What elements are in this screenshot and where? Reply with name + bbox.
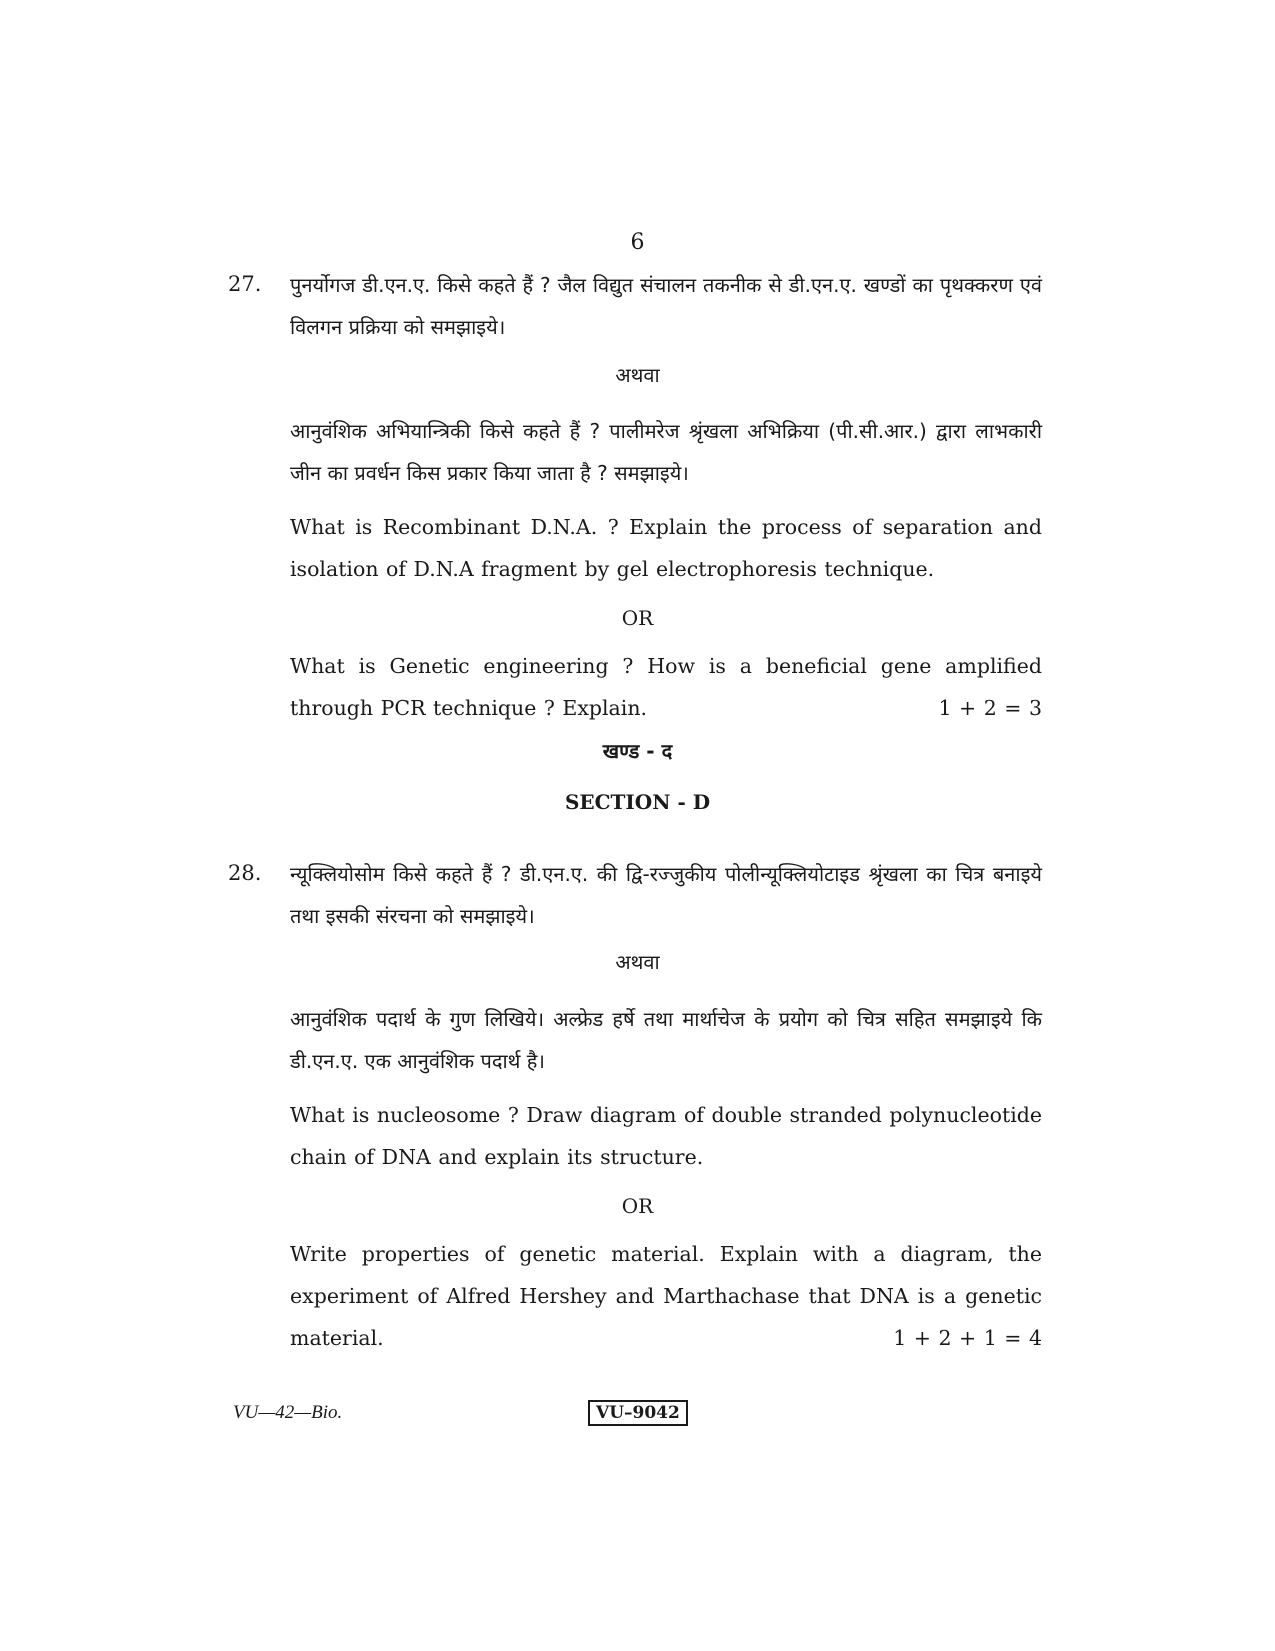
q27-english-alt-line1: What is Genetic engineering ? How is a beneficial gene amplified [290, 654, 1042, 678]
q28-marks: 1 + 2 + 1 = 4 [893, 1326, 1042, 1350]
q28-hindi-question: न्यूक्लियोसोम किसे कहते हैं ? डी.एन.ए. की द्वि-रज्जुकीय पोलीन्यूक्लियोटाइड श्रृंखला का चित्र बनाइये तथा इसकी संरचना को समझाइये। [290, 862, 1042, 928]
q27-hindi-or: अथवा [615, 363, 660, 387]
question-number-28: 28. [228, 861, 262, 885]
q28-last-line [290, 1317, 1042, 1359]
q27-english-alternative [290, 645, 1042, 729]
q27-english-question: What is Recombinant D.N.A. ? Explain the process of separation and isolation of D.N.A fragment by gel electrophoresis technique. [290, 515, 1042, 581]
q28-english-or: OR [621, 1194, 654, 1218]
page-number: 6 [630, 230, 645, 255]
q27-hindi-alternative: आनुवंशिक अभियान्त्रिकी किसे कहते हैं ? पालीमरेज श्रृंखला अभिक्रिया (पी.सी.आर.) द्वारा लाभकारी जीन का प्रवर्धन किस प्रकार किया जाता है ? समझाइये। [290, 419, 1042, 485]
footer-boxed-code: VU–9042 [588, 1400, 688, 1426]
q28-hindi-alternative: आनुवंशिक पदार्थ के गुण लिखिये। अल्फ्रेड हर्षे तथा मार्थाचेज के प्रयोग को चित्र सहित समझाइये कि डी.एन.ए. एक आनुवंशिक पदार्थ है। [290, 1007, 1042, 1073]
footer-paper-code: VU—42—Bio. [233, 1402, 343, 1423]
section-heading-english: SECTION - D [564, 790, 711, 814]
q27-hindi-question: पुनर्योगज डी.एन.ए. किसे कहते हैं ? जैल विद्युत संचालन तकनीक से डी.एन.ए. खण्डों का पृथक्करण एवं विलगन प्रक्रिया को समझाइये। [290, 273, 1042, 339]
q27-marks: 1 + 2 = 3 [938, 696, 1042, 720]
q28-english-alt-last: material. [290, 1326, 384, 1350]
q28-english-alternative [290, 1233, 1042, 1359]
q28-english-question: What is nucleosome ? Draw diagram of double stranded polynucleotide chain of DNA and explain its structure. [290, 1103, 1042, 1169]
q28-english-alt-text: Write properties of genetic material. Explain with a diagram, the experiment of Alfred Hershey and Marthachase that DNA is a genetic [290, 1242, 1042, 1308]
q28-hindi-or: अथवा [615, 950, 660, 974]
q27-english-alt-line2: through PCR technique ? Explain. [290, 696, 648, 720]
q27-english-or: OR [621, 606, 654, 630]
question-number-27: 27. [228, 272, 262, 296]
section-heading-hindi: खण्ड - द [602, 739, 673, 763]
q27-last-line [290, 687, 1042, 729]
